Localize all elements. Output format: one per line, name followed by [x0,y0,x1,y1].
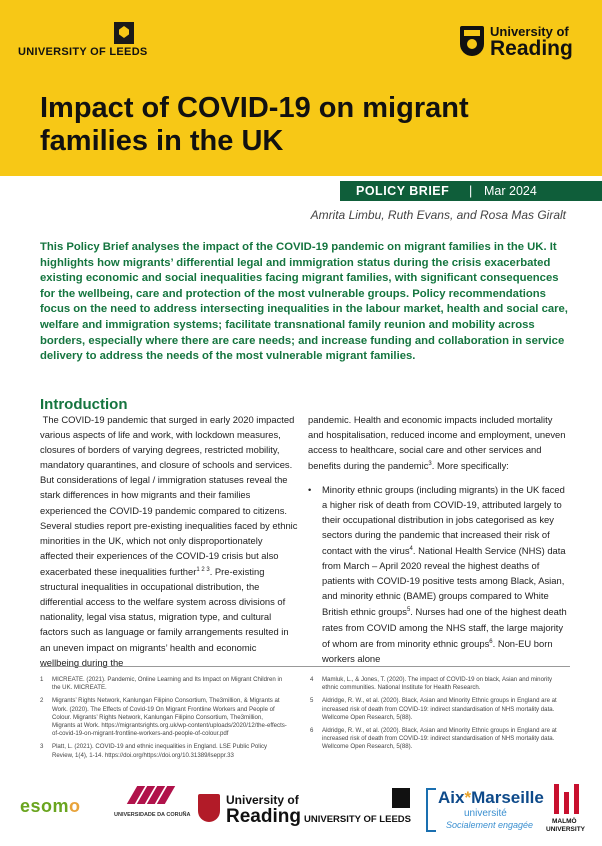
bullet-icon: • [308,483,312,495]
policy-date: Mar 2024 [484,184,537,198]
leeds-footer-logo [304,788,416,828]
footnote [310,676,558,692]
bullet-text-part: . Non-EU born workers alone [322,637,553,664]
amu-tagline: Socialement engagée [446,820,534,830]
footnote-ref: 3 [428,461,432,468]
reading-logo-big: Reading [490,37,573,60]
reading-crest-icon [460,26,484,56]
amu-universite: université [464,808,507,819]
bullet-item [308,482,570,667]
amu-star-icon: * [464,788,472,807]
footnote [40,743,288,759]
intro-right-column [308,412,570,666]
footnote [40,697,288,738]
bullet-text-part: . Nurses had one of the highest death rates from COVID among the NHS staff, the large majority of whom are from minority ethnic groups [322,606,567,649]
footnote-ref: 6 [489,638,493,645]
malmo-logo [546,784,590,840]
introduction-heading: Introduction [40,396,128,413]
intro-paragraph [40,412,298,670]
coruna-logo-text: UNIVERSIDADE DA CORUÑA [114,812,191,818]
policy-separator: | [469,184,473,198]
footnote-number: 2 [40,697,44,705]
coruna-logo-icon [128,786,178,806]
esomo-logo [20,796,81,817]
aix-marseille-logo [426,788,544,832]
footnote-ref: 4 [409,545,413,552]
bullet-text [322,482,570,667]
page-title: Impact of COVID-19 on migrant families in the UK [40,92,469,157]
intro-paragraph [308,412,570,474]
esomo-text: esom [20,796,70,816]
intro-text: . More specifically: [431,460,509,472]
footnote-text: Aldridge, R. W., et al. (2020). Black, Asian and Minority Ethnic groups in England are at increased risk of death from COVID-19: indirect standardisation of NHS mortality data. Wellcome Open Research, 5(88). [322,727,557,751]
reading-logo [460,22,580,64]
reading-footer-small: University of [226,793,299,807]
footnote-text: Platt, L. (2021). COVID-19 and ethnic inequalities in England. LSE Public Policy Review, 1(4), 1-14. https://doi.org/https://doi.org/10.31389/lseppr.33 [52,743,268,759]
footnote-text: MICREATE. (2021). Pandemic, Online Learning and Its Impact on Migrant Children in the UK. MICREATE. [52,676,283,692]
intro-text: pandemic. Health and economic impacts included mortality and hospitalisation, reduced income and employment, uneven access to healthcare, social care and other services and benefits during the pandemic [308,414,566,472]
malmo-text: MALMÖ [552,818,577,825]
footnote-number: 6 [310,727,314,735]
reading-footer-big: Reading [226,806,301,827]
intro-text: The COVID-19 pandemic that surged in early 2020 impacted various aspects of life and work, with lockdown measures, closures of borders of varying degrees, restricted mobility, mandatory quarantines, and closure of schools and services. But considerations of legal / immigration statuses reveal the stark differences in how migrants and their families experienced the COVID-19 pandemic compared to citizens. Several studies report pre-existing inequalities faced by ethnic minorities in the UK, which not only disproportionately affected their experiences of the COVID-19 crisis but also exacerbated these inequalities further [40,414,298,578]
intro-left-column [40,412,298,676]
footnote [40,676,288,692]
amu-name-part: Marseille [471,788,544,807]
footnote-number: 4 [310,676,314,683]
leeds-logo-text: UNIVERSITY OF LEEDS [18,46,148,58]
footnote-ref: 1 2 3 [196,566,210,573]
partner-logos [0,770,602,846]
reading-footer-crest-icon [198,794,220,822]
footnotes-right [310,676,558,757]
reading-footer-logo [198,790,301,832]
bullet-text-part: Minority ethnic groups (including migrants) in the UK faced a higher risk of death from COVID-19, attributed largely to their occupational distribution in jobs categorised as key sectors during the pandemic that increased their risk of contact with the virus [322,483,565,556]
footnote-text: Aldridge, R. W., et al. (2020). Black, Asian and Minority Ethnic groups in England are at increased risk of death from COVID-19: indirect standardisation of NHS mortality data. Wellcome Open Research, 5(88). [322,697,557,721]
reading-logo-small: University of [490,24,569,39]
footnote-divider [40,666,570,667]
amu-name [438,788,544,808]
footnote-number: 3 [40,743,44,751]
footnotes-left [40,676,288,765]
malmo-mark-icon [554,784,580,814]
malmo-university-text: UNIVERSITY [546,826,586,833]
footnote-number: 1 [40,676,44,683]
esomo-text-end: o [69,796,81,816]
footnote [310,697,558,722]
header-banner [0,0,602,176]
amu-name-part: Aix [438,788,465,807]
bullet-text-part: . National Health Service (NHS) data from March – April 2020 reveal the highest deaths of patients with COVID-19 positive tests among Black, Asian, and minority ethnic (BAME) groups compared to White British ethnic groups [322,545,566,618]
footnote-text: Mamluk, L., & Jones, T. (2020). The impact of COVID-19 on black, Asian and minority ethnic communities. National Institute for Health Research. [322,676,553,692]
footnote-number: 5 [310,697,314,705]
footnote-text: Migrants’ Rights Network, Kanlungan Filipino Consortium, The3million, & Migrants at Work. (2020). The Effects of Covid-19 On Migrant Frontline Workers and People of Colour. Migrants’ Rights Network, Kanlungan Filipino Consortium, The3million, Migrants at Work. https://migrantsrights.org.uk/wp-content/uploads/2020/12/the-effects-of-covid-19-on-migrant-frontline-workers-and-people-of-colour.pdf [52,697,287,738]
leeds-crest-icon [114,22,134,44]
intro-text: . Pre-existing structural inequalities in occupational distribution, the differential access to the welfare system across divisions of nationality, legal visa status, migration type, and cultural factors such as language or family arrangements resulted in an uneven impact on migrants’ health and economic wellbeing during the [40,566,289,668]
amu-bracket-icon [426,788,436,832]
authors: Amrita Limbu, Ruth Evans, and Rosa Mas Giralt [310,208,566,222]
footnote-ref: 5 [406,607,411,614]
leeds-footer-crest-icon [392,788,410,808]
leeds-footer-text: UNIVERSITY OF LEEDS [304,814,411,825]
abstract: This Policy Brief analyses the impact of the COVID-19 pandemic on migrant families in the UK. It highlights how migrants’ differential legal and immigration status during the crisis exacerbated existing economic and social inequalities facing migrant families, with significant consequences for the wellbeing, care and protection of the most vulnerable groups. Policy recommendations focus on the need to address intersecting inequalities in the labour market, health and social care, welfare and immigration systems; facilitate transnational family reunion and mobility across borders, especially where there are care needs; and increase funding and collaboration in service delivery to address the needs of the most vulnerable migrant families. [40,241,568,363]
footnote [310,727,558,752]
policy-brief-label: POLICY BRIEF [356,184,450,198]
policy-brief-bar [340,181,602,201]
